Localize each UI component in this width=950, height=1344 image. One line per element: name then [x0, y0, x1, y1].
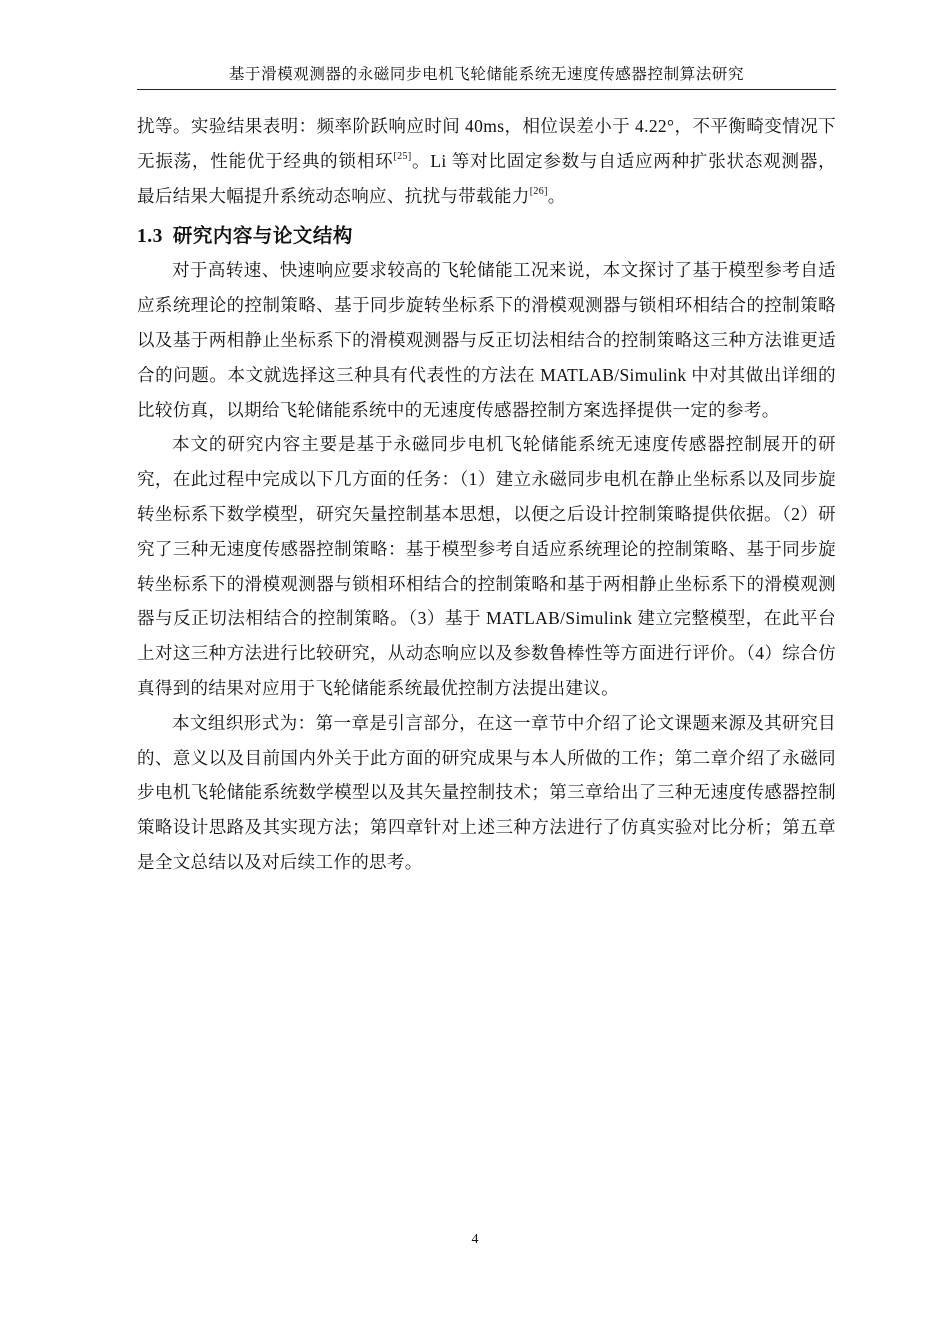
carryover-text-1: 扰等。实验结果表明：频率阶跃响应时间 40ms，相位误差小于 4.22°，不平衡畸变情况下无振荡，性能优于经典的锁相环 — [137, 116, 836, 171]
carryover-paragraph — [137, 109, 836, 213]
running-header: 基于滑模观测器的永磁同步电机飞轮储能系统无速度传感器控制算法研究 — [228, 66, 745, 83]
paragraph-motivation: 对于高转速、快速响应要求较高的飞轮储能工况来说，本文探讨了基于模型参考自适应系统理论的控制策略、基于同步旋转坐标系下的滑模观测器与锁相环相结合的控制策略以及基于两相静止坐标系下的滑模观测器与反正切法相结合的控制策略这三种方法谁更适合的问题。本文就选择这三种具有代表性的方法在 MATLAB/Simulink 中对其做出详细的比较仿真，以期给飞轮储能系统中的无速度传感器控制方案选择提供一定的参考。 — [137, 260, 836, 420]
citation-25: [25] — [393, 150, 412, 162]
section-heading — [137, 218, 836, 254]
carryover-text-3: 。 — [547, 185, 566, 206]
header-rule — [137, 89, 836, 90]
paragraph-organization: 本文组织形式为：第一章是引言部分，在这一章节中介绍了论文课题来源及其研究目的、意义以及目前国内外关于此方面的研究成果与本人所做的工作；第二章介绍了永磁同步电机飞轮储能系统数学模型以及其矢量控制技术；第三章给出了三种无速度传感器控制策略设计思路及其实现方法；第四章针对上述三种方法进行了仿真实验对比分析；第五章是全文总结以及对后续工作的思考。 — [137, 712, 836, 872]
page-body — [137, 109, 836, 880]
section-number: 1.3 — [137, 226, 163, 248]
citation-26: [26] — [529, 185, 548, 197]
page-number: 4 — [471, 1232, 479, 1247]
carryover-text-2: 。Li 等对比固定参数与自适应两种扩张状态观测器，最后结果大幅提升系统动态响应、抗扰与带载能力 — [137, 150, 836, 206]
section-title: 研究内容与论文结构 — [172, 224, 353, 248]
paragraph-research-content: 本文的研究内容主要是基于永磁同步电机飞轮储能系统无速度传感器控制展开的研究，在此过程中完成以下几方面的任务：（1）建立永磁同步电机在静止坐标系以及同步旋转坐标系下数学模型，研究矢量控制基本思想，以便之后设计控制策略提供依据。（2）研究了三种无速度传感器控制策略：基于模型参考自适应系统理论的控制策略、基于同步旋转坐标系下的滑模观测器与锁相环相结合的控制策略和基于两相静止坐标系下的滑模观测器与反正切法相结合的控制策略。（3）基于 MATLAB/Simulink 建立完整模型，在此平台上对这三种方法进行比较研究，从动态响应以及参数鲁棒性等方面进行评价。（4）综合仿真得到的结果对应用于飞轮储能系统最优控制方法提出建议。 — [137, 434, 836, 698]
